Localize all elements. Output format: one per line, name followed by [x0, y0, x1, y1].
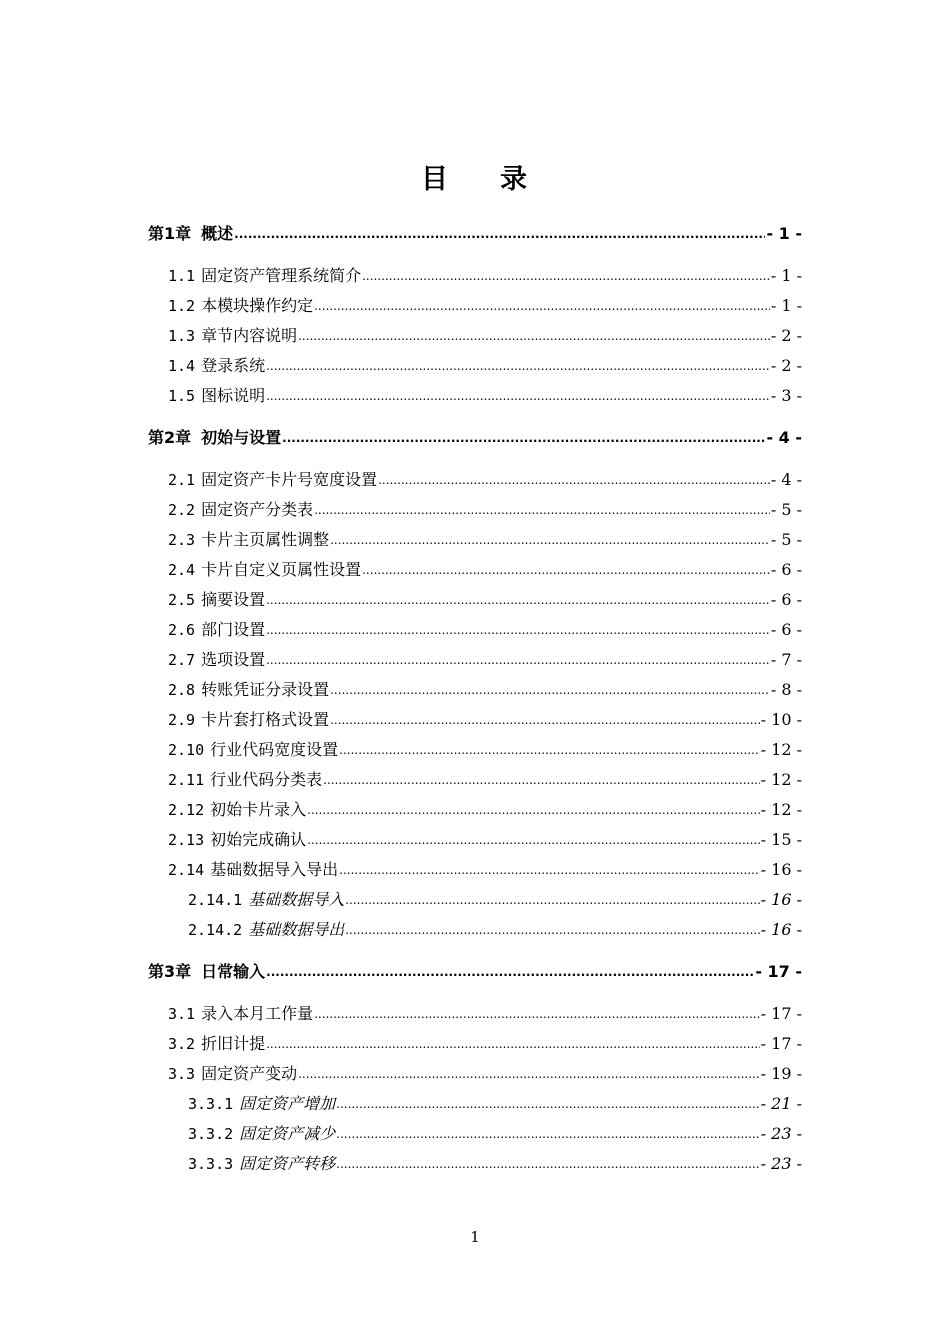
toc-section-entry[interactable]: [168, 586, 802, 610]
toc-section-entry[interactable]: [168, 496, 802, 520]
toc-entry-title: 登录系统: [201, 356, 266, 375]
toc-chapter-entry[interactable]: [148, 424, 802, 448]
toc-entry-number: 2.13: [168, 831, 205, 849]
toc-entry-title: 章节内容说明: [201, 326, 298, 345]
toc-entry-number: 2.7: [168, 651, 196, 669]
toc-entry-page: - 23 -: [760, 1124, 802, 1143]
toc-dot-leader: [323, 770, 760, 790]
toc-dot-leader: [266, 620, 770, 640]
toc-entry-page: - 8 -: [770, 680, 802, 699]
toc-entry-title: 固定资产转移: [239, 1154, 336, 1173]
toc-subsection-entry[interactable]: [188, 1090, 802, 1114]
toc-entry-page: - 1 -: [770, 296, 802, 315]
toc-entry-page: - 10 -: [760, 710, 802, 729]
toc-entry-number: 2.14: [168, 861, 205, 879]
toc-dot-leader: [378, 470, 770, 490]
toc-dot-leader: [339, 740, 760, 760]
toc-entry-number: 2.14.1: [188, 891, 243, 909]
toc-dot-leader: [298, 326, 770, 346]
toc-entry-number: 3.3: [168, 1065, 196, 1083]
toc-entry-title: 转账凭证分录设置: [201, 680, 330, 699]
toc-section-entry[interactable]: [168, 766, 802, 790]
toc-section-entry[interactable]: [168, 1000, 802, 1024]
toc-entry-title: 固定资产减少: [239, 1124, 336, 1143]
toc-entry-number: 1.1: [168, 267, 196, 285]
toc-section-entry[interactable]: [168, 856, 802, 880]
toc-entry-number: 3.2: [168, 1035, 196, 1053]
toc-entry-title: 固定资产管理系统简介: [201, 266, 362, 285]
toc-dot-leader: [266, 1034, 760, 1054]
toc-entry-page: - 16 -: [760, 890, 802, 909]
toc-section-entry[interactable]: [168, 616, 802, 640]
toc-section-entry[interactable]: [168, 826, 802, 850]
toc-entry-page: - 12 -: [760, 770, 802, 789]
toc-entry-title: 初始卡片录入: [210, 800, 307, 819]
toc-entry-title: 基础数据导入: [248, 890, 345, 909]
toc-dot-leader: [336, 1124, 759, 1144]
toc-entry-title: 固定资产变动: [201, 1064, 298, 1083]
toc-entry-title: 初始完成确认: [210, 830, 307, 849]
toc-entry-page: - 15 -: [760, 830, 802, 849]
toc-entry-page: - 12 -: [760, 740, 802, 759]
toc-dot-leader: [298, 1064, 760, 1084]
toc-section-entry[interactable]: [168, 322, 802, 346]
toc-section-entry[interactable]: [168, 1060, 802, 1084]
toc-entry-title: 卡片套打格式设置: [201, 710, 330, 729]
toc-entry-title: 概述: [201, 224, 234, 243]
toc-entry-number: 2.10: [168, 741, 205, 759]
toc-dot-leader: [282, 428, 765, 448]
toc-dot-leader: [345, 890, 759, 910]
toc-dot-leader: [307, 830, 760, 850]
toc-entry-number: 3.3.1: [188, 1095, 234, 1113]
toc-entry-page: - 4 -: [766, 428, 802, 447]
toc-dot-leader: [234, 224, 765, 244]
toc-entry-title: 摘要设置: [201, 590, 266, 609]
toc-dot-leader: [330, 710, 760, 730]
toc-entry-title: 行业代码宽度设置: [210, 740, 339, 759]
toc-section-entry[interactable]: [168, 262, 802, 286]
toc-dot-leader: [362, 560, 770, 580]
toc-entry-number: 2.11: [168, 771, 205, 789]
toc-section-entry[interactable]: [168, 1030, 802, 1054]
toc-entry-page: - 1 -: [766, 224, 802, 243]
toc-entry-title: 固定资产增加: [239, 1094, 336, 1113]
toc-entry-title: 日常输入: [201, 962, 266, 981]
toc-entry-page: - 16 -: [760, 860, 802, 879]
toc-dot-leader: [362, 266, 770, 286]
toc-entry-number: 2.3: [168, 531, 196, 549]
toc-section-entry[interactable]: [168, 706, 802, 730]
toc-section-entry[interactable]: [168, 526, 802, 550]
toc-entry-page: - 1 -: [770, 266, 802, 285]
toc-section-entry[interactable]: [168, 382, 802, 406]
toc-entry-page: - 2 -: [770, 326, 802, 345]
toc-entry-title: 初始与设置: [201, 428, 282, 447]
toc-entry-page: - 5 -: [770, 530, 802, 549]
toc-entry-page: - 17 -: [760, 1004, 802, 1023]
toc-dot-leader: [314, 500, 770, 520]
toc-entry-number: 2.6: [168, 621, 196, 639]
toc-entry-page: - 17 -: [755, 962, 802, 981]
toc-entry-page: - 12 -: [760, 800, 802, 819]
toc-entry-number: 2.8: [168, 681, 196, 699]
toc-section-entry[interactable]: [168, 556, 802, 580]
toc-dot-leader: [266, 386, 770, 406]
toc-section-entry[interactable]: [168, 352, 802, 376]
title-char-1: 目: [421, 164, 450, 195]
toc-entry-page: - 6 -: [770, 590, 802, 609]
toc-entry-number: 2.12: [168, 801, 205, 819]
toc-dot-leader: [339, 860, 760, 880]
toc-entry-page: - 17 -: [760, 1034, 802, 1053]
toc-entry-number: 第2章: [148, 428, 192, 447]
toc-entry-number: 3.1: [168, 1005, 196, 1023]
toc-entry-number: 2.9: [168, 711, 196, 729]
toc-section-entry[interactable]: [168, 676, 802, 700]
toc-entry-number: 第1章: [148, 224, 192, 243]
toc-entry-page: - 4 -: [770, 470, 802, 489]
toc-dot-leader: [336, 1154, 759, 1174]
title-char-2: 录: [500, 164, 529, 195]
toc-entry-number: 2.2: [168, 501, 196, 519]
toc-entry-number: 1.4: [168, 357, 196, 375]
toc-chapter-entry[interactable]: [148, 220, 802, 244]
toc-subsection-entry[interactable]: [188, 1120, 802, 1144]
toc-entry-page: - 16 -: [760, 920, 802, 939]
toc-dot-leader: [266, 650, 770, 670]
toc-entry-title: 卡片主页属性调整: [201, 530, 330, 549]
toc-entry-page: - 7 -: [770, 650, 802, 669]
toc-entry-number: 1.2: [168, 297, 196, 315]
toc-entry-title: 卡片自定义页属性设置: [201, 560, 362, 579]
toc-entry-page: - 5 -: [770, 500, 802, 519]
toc-dot-leader: [336, 1094, 759, 1114]
toc-section-entry[interactable]: [168, 646, 802, 670]
toc-section-entry[interactable]: [168, 466, 802, 490]
toc-dot-leader: [314, 296, 770, 316]
toc-section-entry[interactable]: [168, 796, 802, 820]
toc-entry-page: - 19 -: [760, 1064, 802, 1083]
toc-entry-page: - 3 -: [770, 386, 802, 405]
toc-entry-title: 基础数据导出: [248, 920, 345, 939]
toc-entry-number: 1.3: [168, 327, 196, 345]
toc-entry-title: 录入本月工作量: [201, 1004, 314, 1023]
toc-entry-title: 行业代码分类表: [210, 770, 323, 789]
toc-entry-number: 2.14.2: [188, 921, 243, 939]
toc-entry-title: 选项设置: [201, 650, 266, 669]
toc-entry-number: 1.5: [168, 387, 196, 405]
toc-dot-leader: [314, 1004, 760, 1024]
toc-dot-leader: [266, 356, 770, 376]
toc-entry-number: 第3章: [148, 962, 192, 981]
toc-section-entry[interactable]: [168, 736, 802, 760]
toc-section-entry[interactable]: [168, 292, 802, 316]
toc-subsection-entry[interactable]: [188, 886, 802, 910]
toc-subsection-entry[interactable]: [188, 1150, 802, 1174]
toc-entry-number: 2.1: [168, 471, 196, 489]
toc-entry-number: 3.3.2: [188, 1125, 234, 1143]
toc-dot-leader: [330, 680, 770, 700]
toc-dot-leader: [307, 800, 760, 820]
toc-dot-leader: [266, 590, 770, 610]
toc-entry-title: 固定资产分类表: [201, 500, 314, 519]
toc-entry-title: 固定资产卡片号宽度设置: [201, 470, 378, 489]
page-number: 1: [470, 1228, 480, 1246]
toc-entry-title: 本模块操作约定: [201, 296, 314, 315]
toc-entry-title: 部门设置: [201, 620, 266, 639]
toc-entry-number: 2.5: [168, 591, 196, 609]
toc-entry-title: 图标说明: [201, 386, 266, 405]
toc-entry-number: 2.4: [168, 561, 196, 579]
toc-entry-page: - 2 -: [770, 356, 802, 375]
toc-dot-leader: [266, 962, 754, 982]
toc-entry-page: - 6 -: [770, 560, 802, 579]
toc-entry-title: 基础数据导入导出: [210, 860, 339, 879]
toc-entry-page: - 23 -: [760, 1154, 802, 1173]
toc-subsection-entry[interactable]: [188, 916, 802, 940]
toc-chapter-entry[interactable]: [148, 958, 802, 982]
toc-entry-page: - 21 -: [760, 1094, 802, 1113]
toc-entry-number: 3.3.3: [188, 1155, 234, 1173]
toc-dot-leader: [330, 530, 770, 550]
toc-dot-leader: [345, 920, 759, 940]
toc-entry-title: 折旧计提: [201, 1034, 266, 1053]
toc-entry-page: - 6 -: [770, 620, 802, 639]
